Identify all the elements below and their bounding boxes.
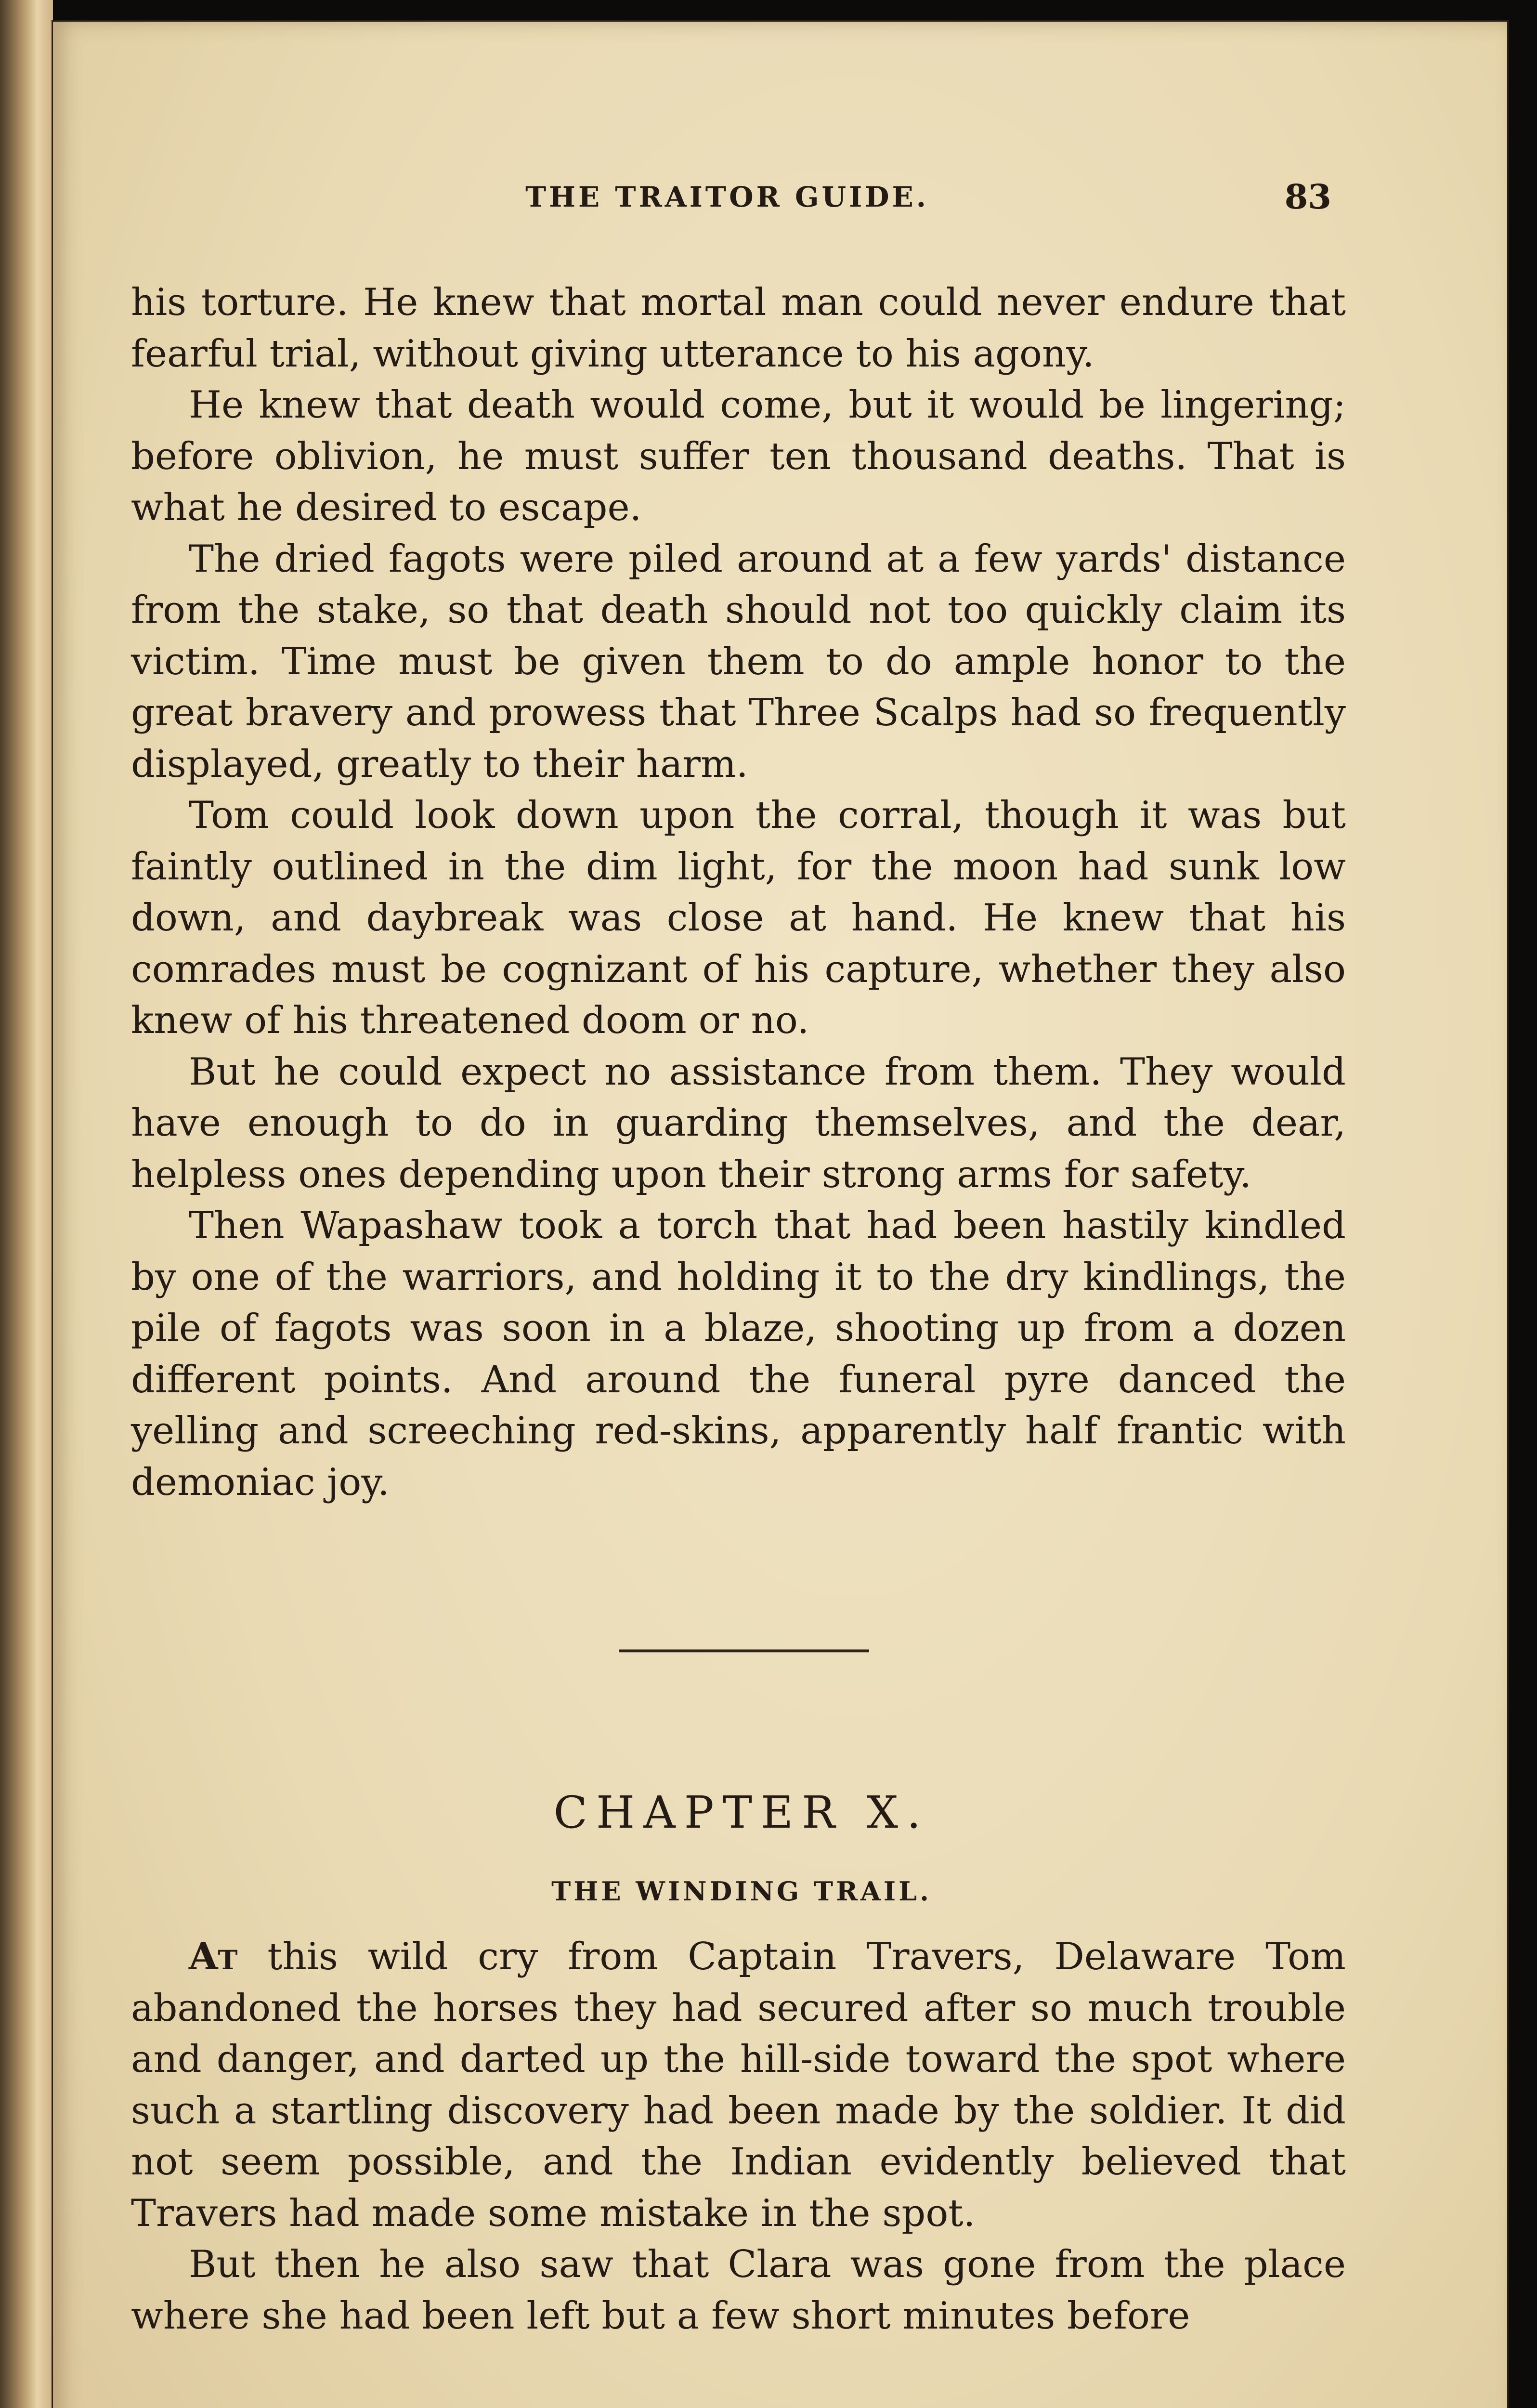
page-number: 83 xyxy=(1284,177,1331,217)
section-divider-rule xyxy=(619,1649,869,1652)
paragraph: But then he also saw that Clara was gone from the place where she had been left but a few short minutes before xyxy=(131,2243,1346,2338)
book-page xyxy=(53,22,1507,2408)
paragraph xyxy=(131,1931,1346,2239)
book-spine-edge xyxy=(0,0,53,2408)
paragraph: Tom could look down upon the corral, though it was but faintly outlined in the dim light, for the moon had sunk low down, and daybreak was close at hand. He knew that his comrades must be cognizant of his capture, whether they also knew of his threatened doom or no. xyxy=(131,794,1346,1042)
paragraph: But he could expect no assistance from them. They would have enough to do in guarding themselves, and the dear, helpless ones depending upon their strong arms for safety. xyxy=(131,1050,1346,1196)
paragraph-rest: this wild cry from Captain Travers, Delaware Tom abandoned the horses they had secured after so much trouble and danger, and darted up the hill-side toward the spot where such a startling discovery had been made by the soldier. It did not seem possible, and the Indian evidently believed that Travers had made some mistake in the spot. xyxy=(131,1935,1346,2235)
lead-word: At xyxy=(189,1935,238,1978)
paragraph: The dried fagots were piled around at a few yards' distance from the stake, so that death should not too quickly claim its victim. Time must be given them to do ample honor to the great bravery and prowess that Three Scalps had so frequently displayed, greatly to their harm. xyxy=(131,537,1346,786)
paragraph: He knew that death would come, but it would be lingering; before oblivion, he must suffer ten thousand deaths. That is what he desired to escape. xyxy=(131,383,1346,529)
running-title: THE TRAITOR GUIDE. xyxy=(525,181,929,213)
chapter-title: CHAPTER X. xyxy=(553,1787,930,1838)
chapter-subtitle: THE WINDING TRAIL. xyxy=(551,1876,932,1907)
paragraph: his torture. He knew that mortal man could never endure that fearful trial, without giving utterance to his agony. xyxy=(131,281,1346,376)
paragraph: Then Wapashaw took a torch that had been hastily kindled by one of the warriors, and holding it to the dry kindlings, the pile of fagots was soon in a blaze, shooting up from a dozen different points. And around the funeral pyre danced the yelling and screeching red-skins, apparently half frantic with demoniac joy. xyxy=(131,1204,1346,1504)
lower-body-text xyxy=(131,1931,1346,2342)
upper-body-text xyxy=(131,277,1346,1508)
